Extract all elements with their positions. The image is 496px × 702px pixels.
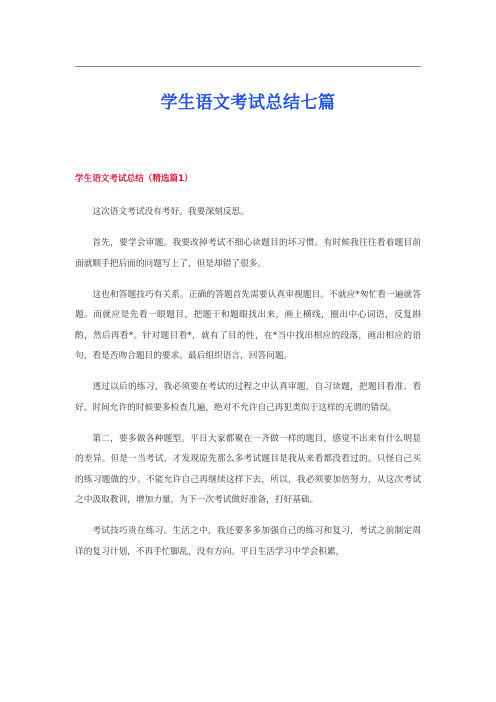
document-body [75,202,421,573]
paragraph: 这也和答题技巧有关系。正确的答题首先需要认真审视题目。不就应*匆忙看一遍就答题。而就应是先看一眼题目，把题干和题眼找出来，画上横线，圈出中心词语，反复斟酌，然后再看*。针对题目看*，就有了目的性，在*当中找出相应的段落，画出相应的语句，看是否吻合题目的要求。最后组织语言，回答问题。 [75,289,421,361]
paragraph: 透过以后的练习，我必须要在考试的过程之中认真审题，自习读题，把题目看准、看好。时间允许的时候要多检查几遍，绝对不允许自己再犯类似于这样的无谓的错误。 [75,382,421,413]
header-rule [75,66,421,67]
paragraph: 首先，要学会审题。我要改掉考试不细心读题目的坏习惯。有时候我往往看着题目前面就顺手把后面的问题写上了，但是却错了很多。 [75,238,421,269]
paragraph: 考试技巧贵在练习。生活之中，我还要多多加强自己的练习和复习，考试之前制定周详的复习计划，不再手忙脚乱，没有方向。平日生活学习中学会积累， [75,526,421,557]
paragraph: 第二，要多做各种题型。平日大家都聚在一齐做一样的题目，感觉不出来有什么明显的差异。但是一当考试，才发现原先那么多考试题目是我从来看都没看过的。只怪自己买的练习题做的少。不能允许自己再继续这样下去，所以，我必须要加倍努力，从这次考试之中汲取教训，增加力量，为下一次考试做好准备，打好基础。 [75,433,421,505]
section-heading: 学生语文考试总结（精选篇1） [75,174,193,184]
document-title: 学生语文考试总结七篇 [160,93,336,113]
paragraph: 这次语文考试没有考好。我要深刻反思。 [92,207,249,217]
